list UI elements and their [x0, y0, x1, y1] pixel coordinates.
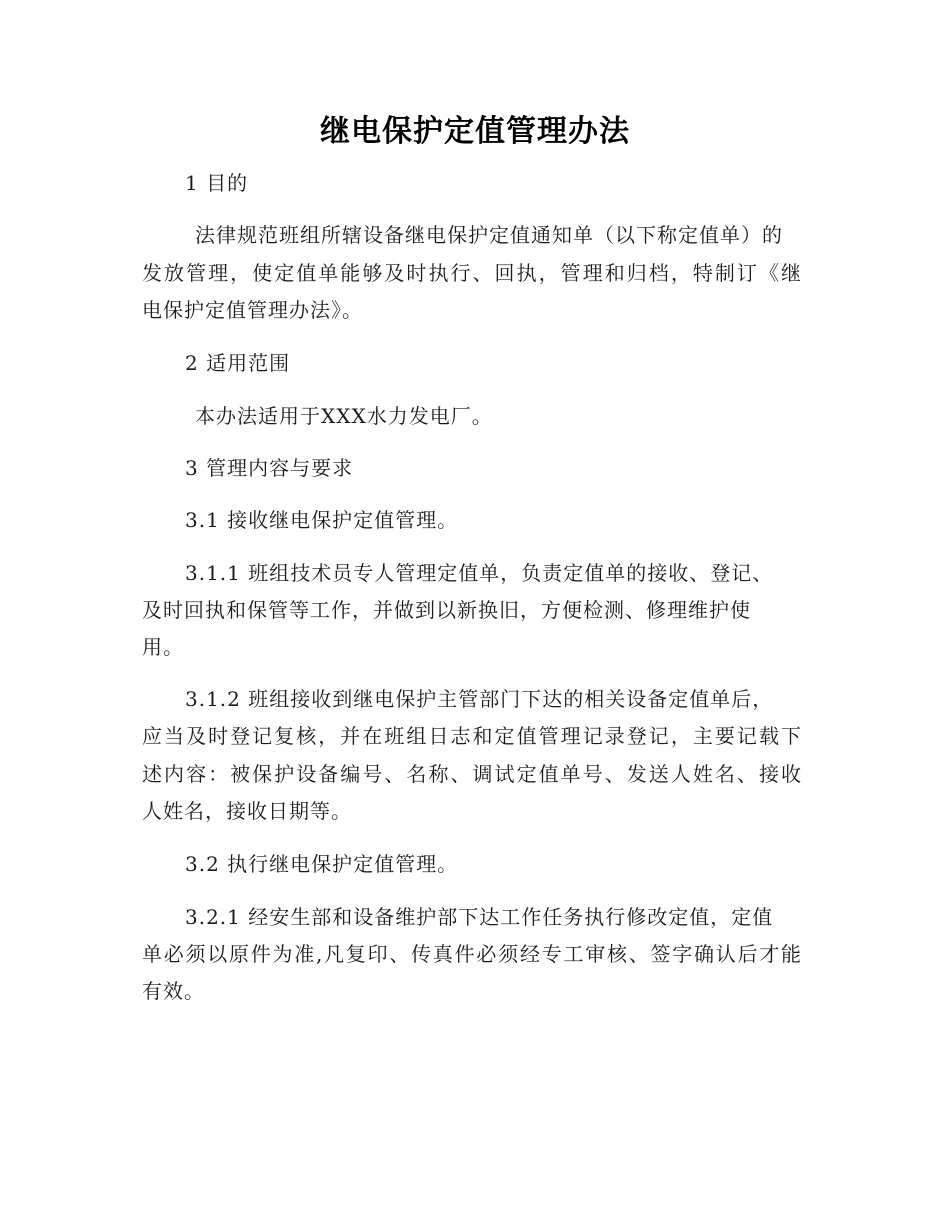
subsection-heading: 3.2 执行继电保护定值管理。 [185, 852, 459, 876]
paragraph-line: 发放管理，使定值单能够及时执行、回执，管理和归档，特制订《继 [142, 261, 802, 285]
subsection-heading: 3.1 接收继电保护定值管理。 [185, 508, 459, 532]
paragraph-line: 及时回执和保管等工作，并做到以新换旧，方便检测、修理维护使 [142, 598, 751, 622]
paragraph-line: 单必须以原件为准,凡复印、传真件必须经专工审核、签字确认后才能 [142, 942, 802, 966]
paragraph-line: 用。 [142, 635, 184, 659]
paragraph-line: 法律规范班组所辖设备继电保护定值通知单（以下称定值单）的 [195, 223, 783, 247]
paragraph-line: 本办法适用于XXX水力发电厂。 [195, 404, 493, 428]
section-heading-purpose: 1 目的 [185, 171, 249, 195]
paragraph-line: 述内容：被保护设备编号、名称、调试定值单号、发送人姓名、接收 [142, 762, 802, 786]
paragraph-line: 应当及时登记复核，并在班组日志和定值管理记录登记，主要记载下 [142, 724, 802, 748]
section-heading-scope: 2 适用范围 [185, 351, 291, 375]
section-heading-content: 3 管理内容与要求 [185, 456, 354, 480]
paragraph-line: 电保护定值管理办法》。 [142, 298, 363, 322]
paragraph-line: 3.2.1 经安生部和设备维护部下达工作任务执行修改定值，定值 [185, 905, 774, 929]
paragraph-line: 3.1.1 班组技术员专人管理定值单，负责定值单的接收、登记、 [185, 561, 774, 585]
paragraph-line: 有效。 [142, 979, 205, 1003]
paragraph-line: 人姓名，接收日期等。 [142, 799, 352, 823]
paragraph-line: 3.1.2 班组接收到继电保护主管部门下达的相关设备定值单后， [185, 687, 774, 711]
document-title: 继电保护定值管理办法 [320, 114, 630, 149]
